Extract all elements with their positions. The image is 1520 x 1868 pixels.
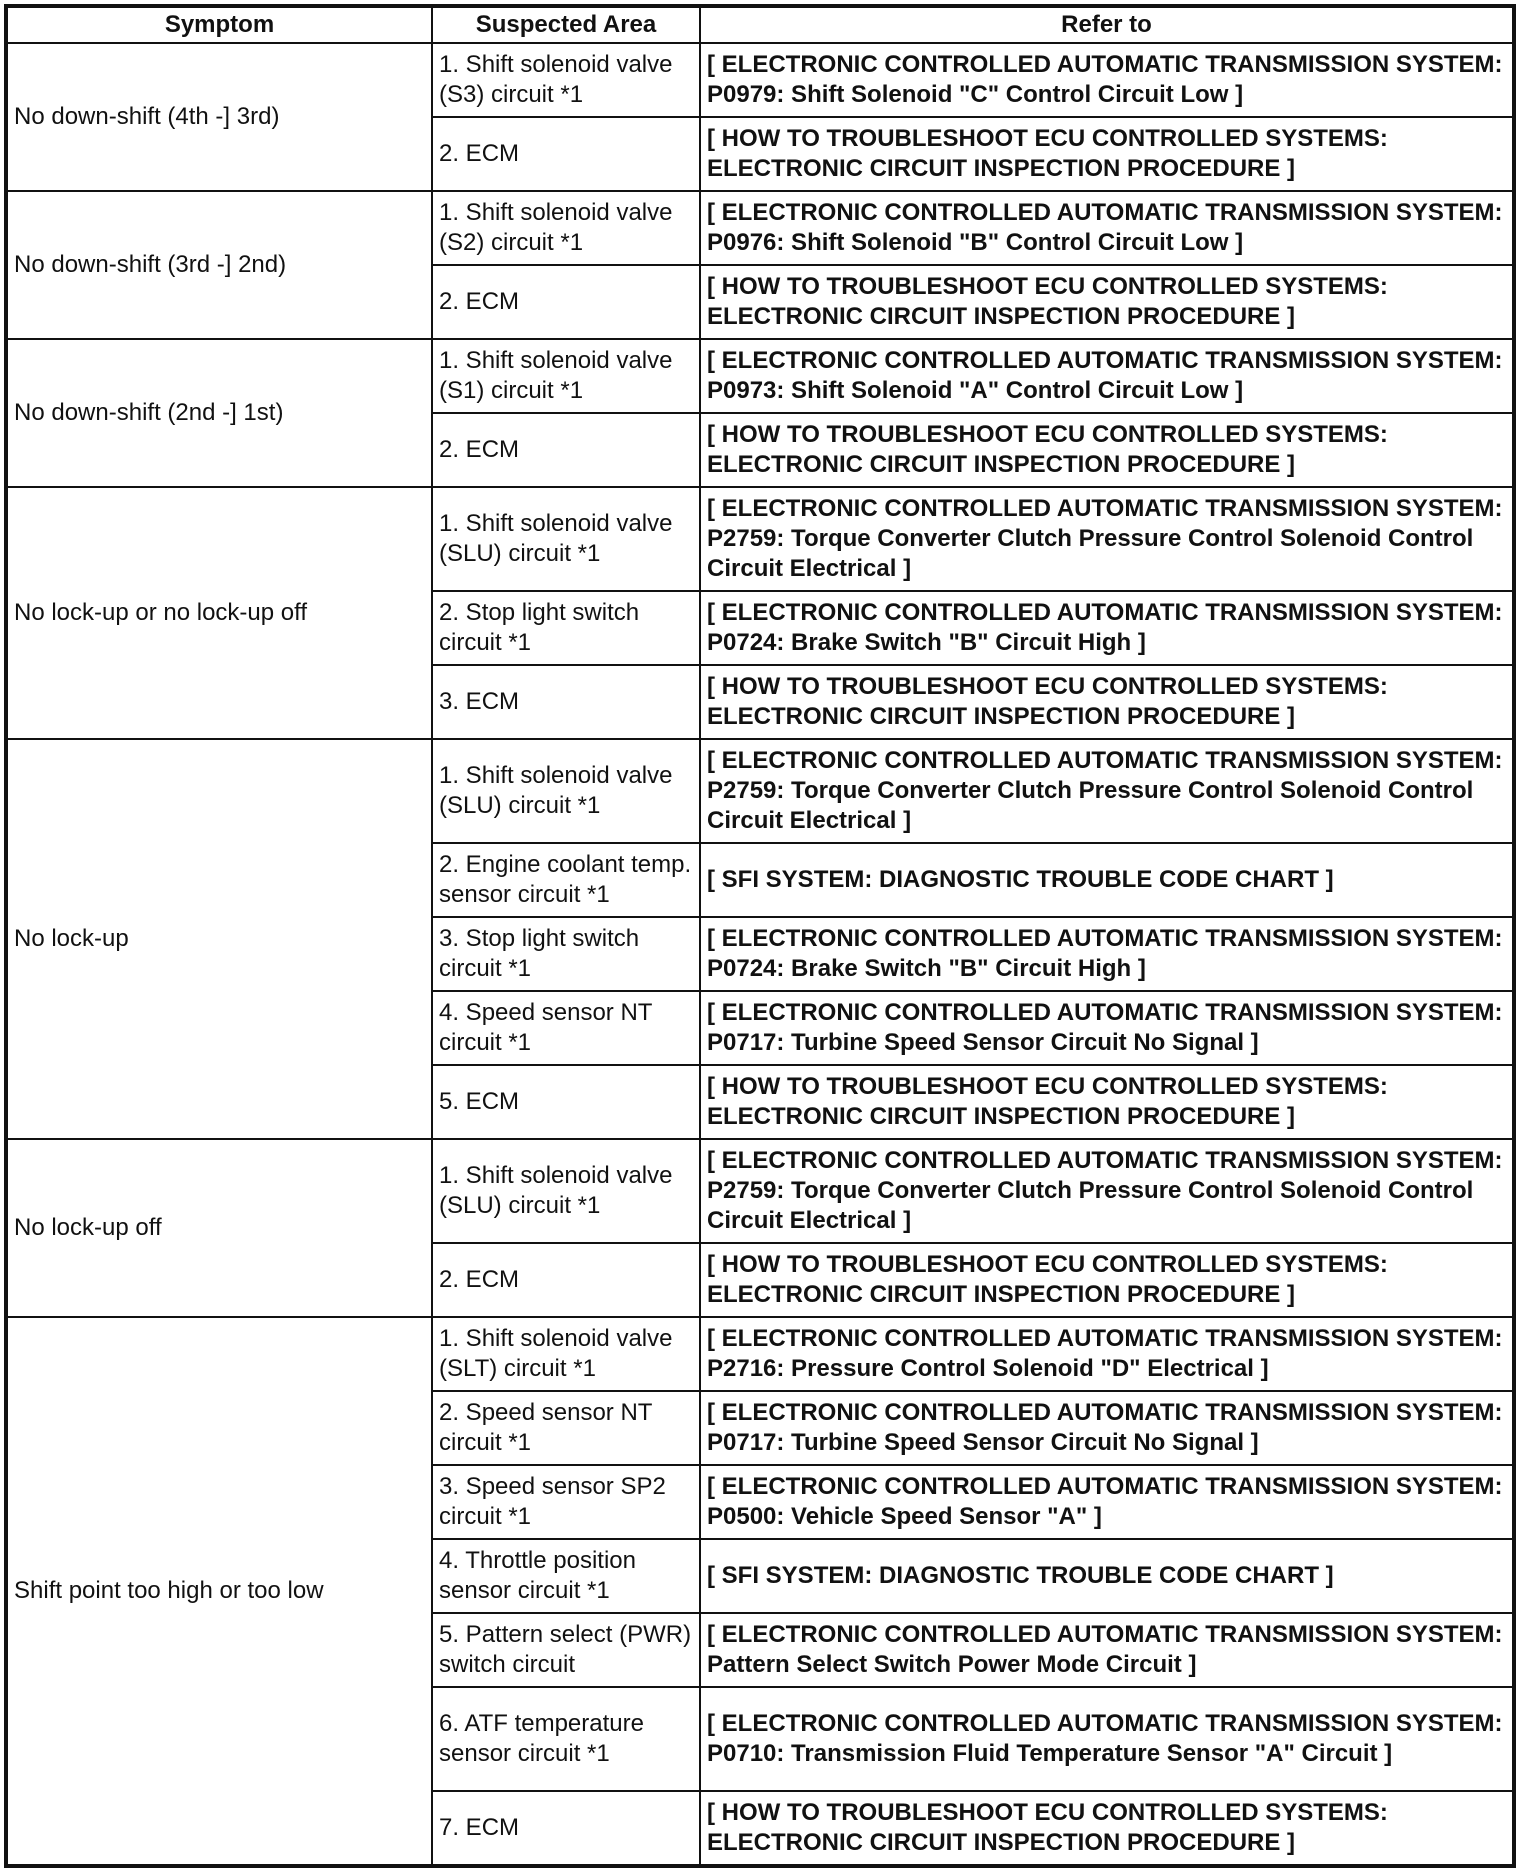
refer-to-cell: [ ELECTRONIC CONTROLLED AUTOMATIC TRANSMISSION SYSTEM: P0710: Transmission Fluid Temperature Sensor "A" Circuit ] — [700, 1687, 1514, 1791]
symptom-cell: No down-shift (2nd -] 1st) — [6, 339, 432, 487]
header-refer-to: Refer to — [700, 6, 1514, 43]
table-row — [6, 739, 1514, 843]
table-row — [6, 1317, 1514, 1391]
header-suspected-area: Suspected Area — [432, 6, 700, 43]
table-row — [6, 487, 1514, 591]
symptom-cell: No lock-up off — [6, 1139, 432, 1317]
suspected-area-cell: 4. Throttle position sensor circuit *1 — [432, 1539, 700, 1613]
suspected-area-cell: 2. Stop light switch circuit *1 — [432, 591, 700, 665]
suspected-area-cell: 2. ECM — [432, 265, 700, 339]
refer-to-cell: [ HOW TO TROUBLESHOOT ECU CONTROLLED SYSTEMS: ELECTRONIC CIRCUIT INSPECTION PROCEDURE ] — [700, 117, 1514, 191]
suspected-area-cell: 2. ECM — [432, 413, 700, 487]
refer-to-cell: [ SFI SYSTEM: DIAGNOSTIC TROUBLE CODE CHART ] — [700, 843, 1514, 917]
symptom-cell: Shift point too high or too low — [6, 1317, 432, 1866]
table-header-row — [6, 6, 1514, 43]
suspected-area-cell: 3. Speed sensor SP2 circuit *1 — [432, 1465, 700, 1539]
refer-to-cell: [ SFI SYSTEM: DIAGNOSTIC TROUBLE CODE CHART ] — [700, 1539, 1514, 1613]
table-body — [6, 43, 1514, 1866]
suspected-area-cell: 2. Engine coolant temp. sensor circuit *1 — [432, 843, 700, 917]
suspected-area-cell: 2. ECM — [432, 117, 700, 191]
table-row — [6, 191, 1514, 265]
suspected-area-cell: 6. ATF temperature sensor circuit *1 — [432, 1687, 700, 1791]
refer-to-cell: [ ELECTRONIC CONTROLLED AUTOMATIC TRANSMISSION SYSTEM: P0500: Vehicle Speed Sensor "A" ] — [700, 1465, 1514, 1539]
symptom-cell: No lock-up or no lock-up off — [6, 487, 432, 739]
suspected-area-cell: 1. Shift solenoid valve (S3) circuit *1 — [432, 43, 700, 117]
suspected-area-cell: 1. Shift solenoid valve (SLU) circuit *1 — [432, 739, 700, 843]
symptom-cell: No down-shift (4th -] 3rd) — [6, 43, 432, 191]
refer-to-cell: [ ELECTRONIC CONTROLLED AUTOMATIC TRANSMISSION SYSTEM: P0973: Shift Solenoid "A" Control Circuit Low ] — [700, 339, 1514, 413]
table-row — [6, 43, 1514, 117]
suspected-area-cell: 5. ECM — [432, 1065, 700, 1139]
suspected-area-cell: 2. Speed sensor NT circuit *1 — [432, 1391, 700, 1465]
refer-to-cell: [ ELECTRONIC CONTROLLED AUTOMATIC TRANSMISSION SYSTEM: P0979: Shift Solenoid "C" Control Circuit Low ] — [700, 43, 1514, 117]
refer-to-cell: [ HOW TO TROUBLESHOOT ECU CONTROLLED SYSTEMS: ELECTRONIC CIRCUIT INSPECTION PROCEDURE ] — [700, 665, 1514, 739]
suspected-area-cell: 7. ECM — [432, 1791, 700, 1866]
suspected-area-cell: 3. Stop light switch circuit *1 — [432, 917, 700, 991]
refer-to-cell: [ ELECTRONIC CONTROLLED AUTOMATIC TRANSMISSION SYSTEM: P2759: Torque Converter Clutch Pressure Control Solenoid Control Circuit Electrical ] — [700, 487, 1514, 591]
suspected-area-cell: 3. ECM — [432, 665, 700, 739]
refer-to-cell: [ HOW TO TROUBLESHOOT ECU CONTROLLED SYSTEMS: ELECTRONIC CIRCUIT INSPECTION PROCEDURE ] — [700, 413, 1514, 487]
table-row — [6, 339, 1514, 413]
refer-to-cell: [ ELECTRONIC CONTROLLED AUTOMATIC TRANSMISSION SYSTEM: P0724: Brake Switch "B" Circuit High ] — [700, 591, 1514, 665]
problem-symptoms-table — [4, 4, 1516, 1868]
suspected-area-cell: 5. Pattern select (PWR) switch circuit — [432, 1613, 700, 1687]
refer-to-cell: [ ELECTRONIC CONTROLLED AUTOMATIC TRANSMISSION SYSTEM: P2759: Torque Converter Clutch Pressure Control Solenoid Control Circuit Electrical ] — [700, 1139, 1514, 1243]
header-symptom: Symptom — [6, 6, 432, 43]
refer-to-cell: [ ELECTRONIC CONTROLLED AUTOMATIC TRANSMISSION SYSTEM: P0976: Shift Solenoid "B" Control Circuit Low ] — [700, 191, 1514, 265]
suspected-area-cell: 1. Shift solenoid valve (SLU) circuit *1 — [432, 487, 700, 591]
suspected-area-cell: 4. Speed sensor NT circuit *1 — [432, 991, 700, 1065]
refer-to-cell: [ ELECTRONIC CONTROLLED AUTOMATIC TRANSMISSION SYSTEM: P0717: Turbine Speed Sensor Circuit No Signal ] — [700, 991, 1514, 1065]
refer-to-cell: [ ELECTRONIC CONTROLLED AUTOMATIC TRANSMISSION SYSTEM: P2716: Pressure Control Solenoid "D" Electrical ] — [700, 1317, 1514, 1391]
refer-to-cell: [ HOW TO TROUBLESHOOT ECU CONTROLLED SYSTEMS: ELECTRONIC CIRCUIT INSPECTION PROCEDURE ] — [700, 265, 1514, 339]
table-row — [6, 1139, 1514, 1243]
suspected-area-cell: 1. Shift solenoid valve (SLU) circuit *1 — [432, 1139, 700, 1243]
refer-to-cell: [ HOW TO TROUBLESHOOT ECU CONTROLLED SYSTEMS: ELECTRONIC CIRCUIT INSPECTION PROCEDURE ] — [700, 1243, 1514, 1317]
suspected-area-cell: 1. Shift solenoid valve (SLT) circuit *1 — [432, 1317, 700, 1391]
suspected-area-cell: 1. Shift solenoid valve (S2) circuit *1 — [432, 191, 700, 265]
refer-to-cell: [ ELECTRONIC CONTROLLED AUTOMATIC TRANSMISSION SYSTEM: P0717: Turbine Speed Sensor Circuit No Signal ] — [700, 1391, 1514, 1465]
refer-to-cell: [ HOW TO TROUBLESHOOT ECU CONTROLLED SYSTEMS: ELECTRONIC CIRCUIT INSPECTION PROCEDURE ] — [700, 1065, 1514, 1139]
suspected-area-cell: 2. ECM — [432, 1243, 700, 1317]
troubleshooting-sheet — [4, 4, 1512, 1856]
refer-to-cell: [ HOW TO TROUBLESHOOT ECU CONTROLLED SYSTEMS: ELECTRONIC CIRCUIT INSPECTION PROCEDURE ] — [700, 1791, 1514, 1866]
symptom-cell: No down-shift (3rd -] 2nd) — [6, 191, 432, 339]
refer-to-cell: [ ELECTRONIC CONTROLLED AUTOMATIC TRANSMISSION SYSTEM: P2759: Torque Converter Clutch Pressure Control Solenoid Control Circuit Electrical ] — [700, 739, 1514, 843]
refer-to-cell: [ ELECTRONIC CONTROLLED AUTOMATIC TRANSMISSION SYSTEM: P0724: Brake Switch "B" Circuit High ] — [700, 917, 1514, 991]
refer-to-cell: [ ELECTRONIC CONTROLLED AUTOMATIC TRANSMISSION SYSTEM: Pattern Select Switch Power Mode Circuit ] — [700, 1613, 1514, 1687]
suspected-area-cell: 1. Shift solenoid valve (S1) circuit *1 — [432, 339, 700, 413]
symptom-cell: No lock-up — [6, 739, 432, 1139]
